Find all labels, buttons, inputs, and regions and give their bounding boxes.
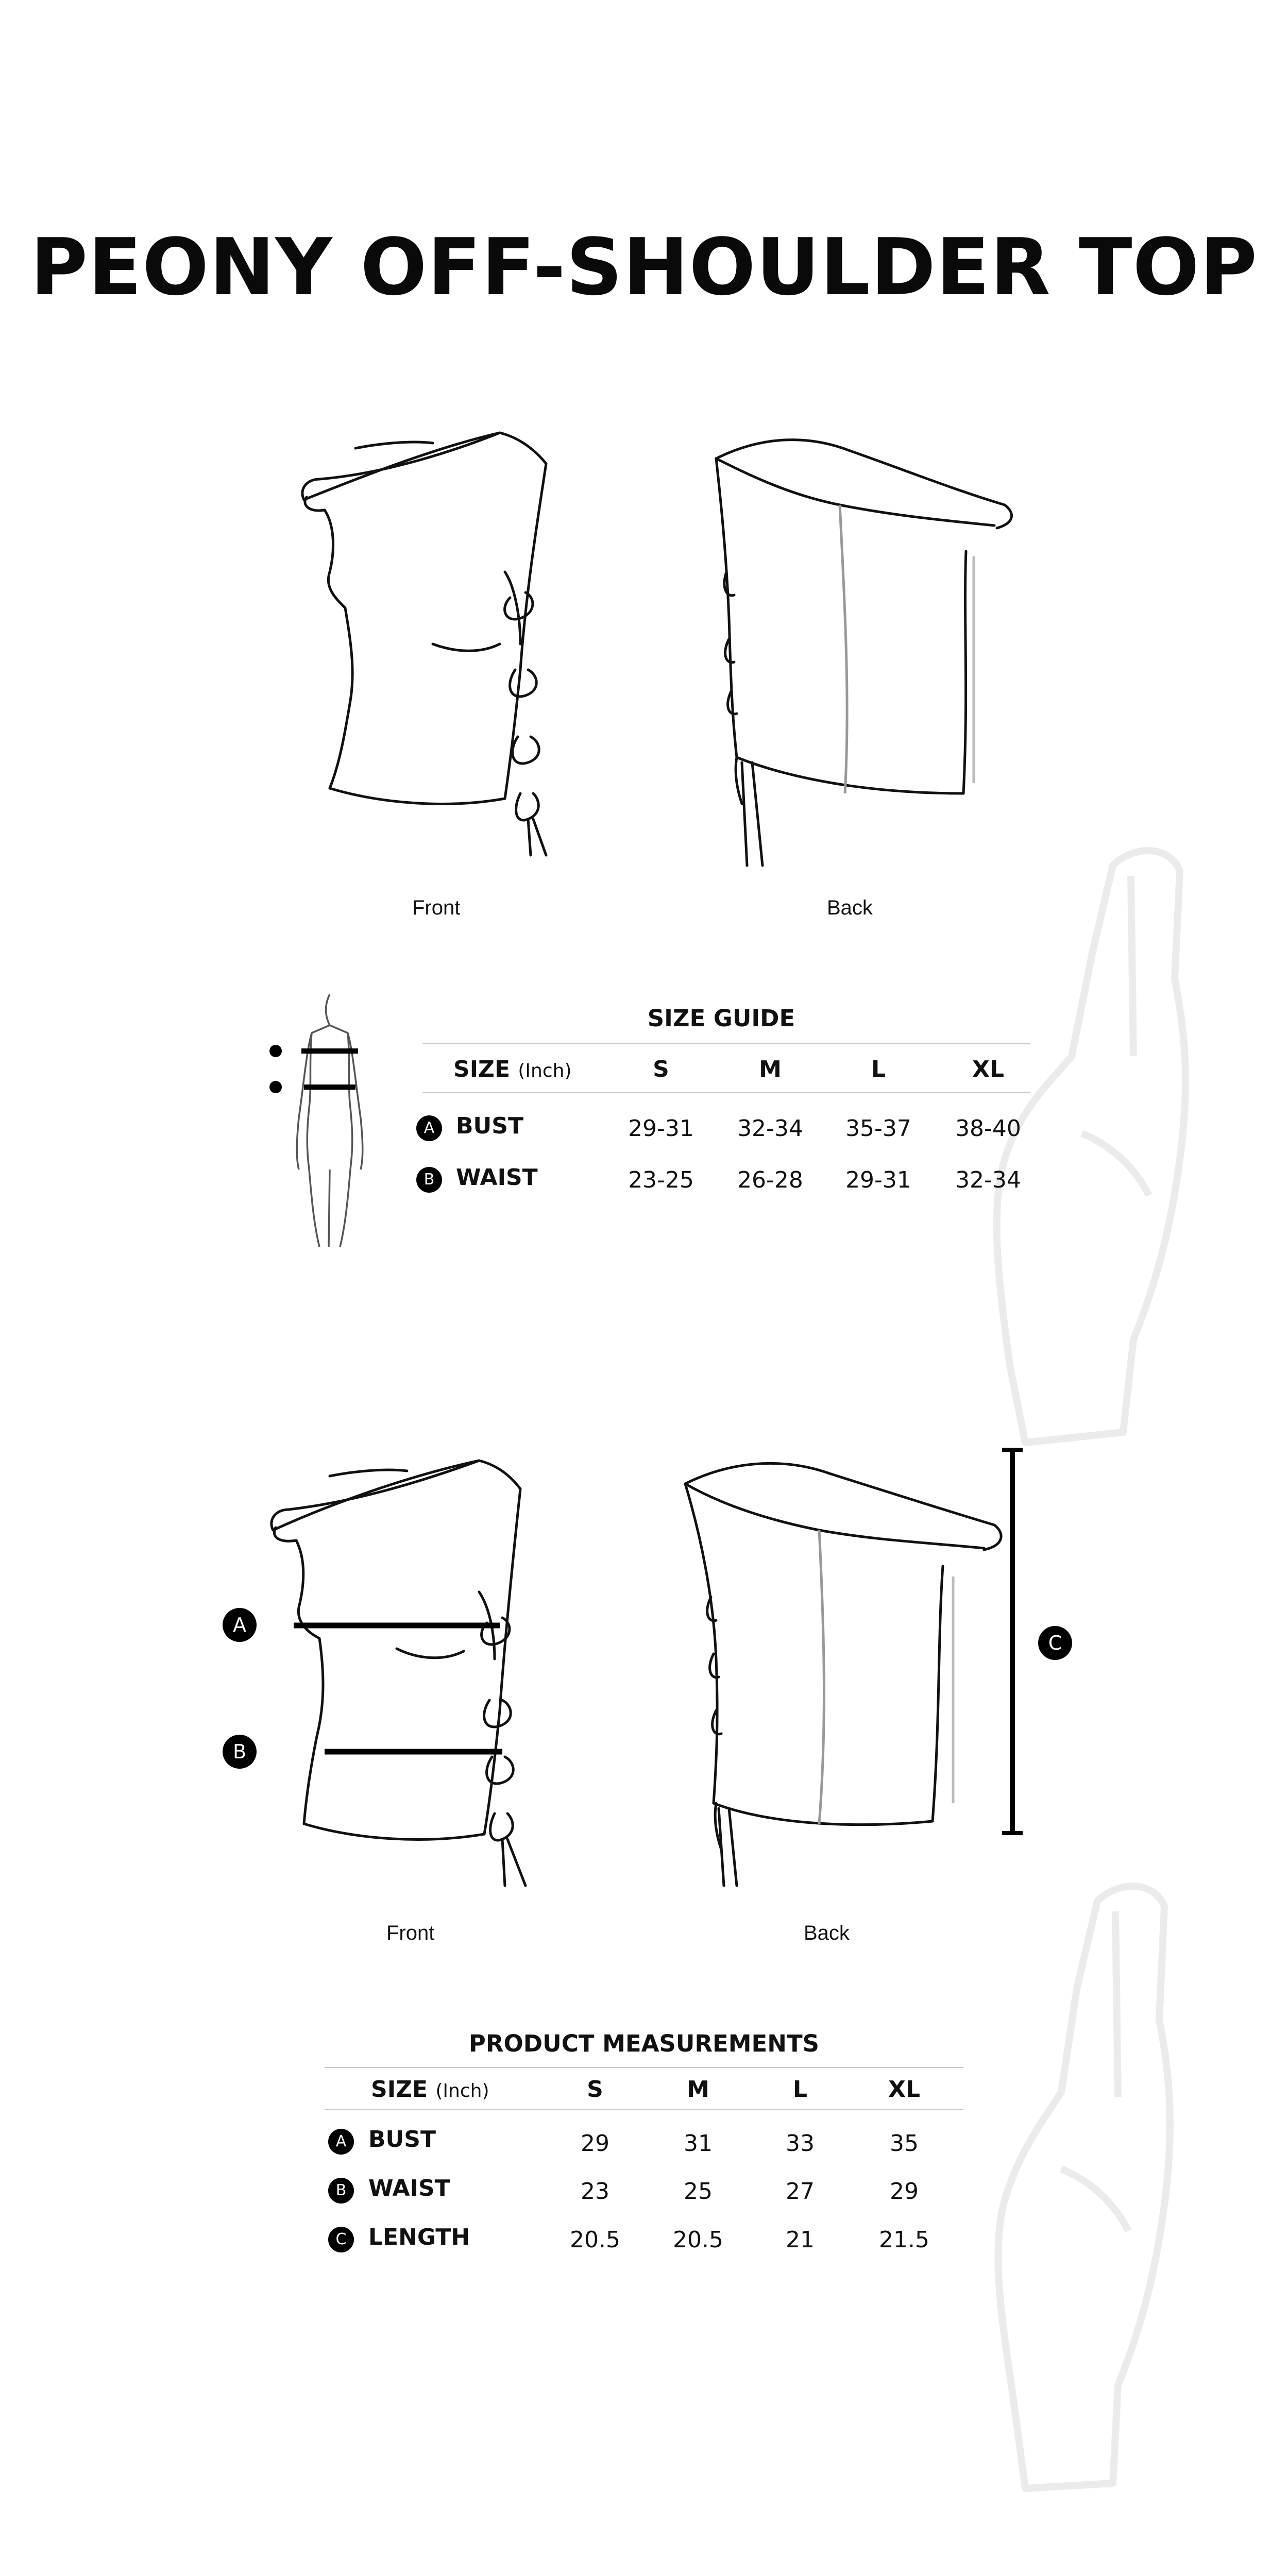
length-measure-line [997,1448,1028,1839]
product-measurements-title: PRODUCT MEASUREMENTS [468,2030,820,2057]
size-guide-col-m: M [759,1056,782,1082]
size-guide-header-rule [422,1092,1030,1093]
product-measurements-bust-s: 29 [581,2130,609,2157]
product-measurements-header-rule [325,2109,963,2110]
page-title: PEONY OFF-SHOULDER TOP [30,222,1258,313]
product-measurements-marker-c: C [328,2227,354,2252]
back-sketch-top [685,402,1046,866]
front-caption-top: Front [412,896,461,919]
product-measurements-waist-xl: 29 [890,2178,919,2205]
size-guide-waist-s: 23-25 [628,1167,694,1193]
product-measurements-length-s: 20.5 [570,2227,620,2253]
back-caption-measured: Back [804,1922,850,1944]
product-measurements-row-label-bust: BUST [368,2126,436,2153]
measure-marker-c: C [1038,1626,1072,1660]
size-guide-bust-xl: 38-40 [955,1115,1021,1142]
product-measurements-size-header [371,2076,489,2103]
product-measurements-col-l: L [792,2076,808,2103]
size-guide-marker-a: A [416,1115,442,1141]
size-guide-bust-m: 32-34 [737,1115,803,1142]
product-measurements-bust-xl: 35 [890,2130,919,2157]
product-measurements-col-xl: XL [888,2076,920,2103]
size-guide-waist-l: 29-31 [845,1167,911,1193]
size-guide-row-label-bust: BUST [456,1113,523,1139]
product-measurements-marker-b: B [328,2178,354,2204]
product-measurements-waist-m: 25 [684,2178,713,2205]
size-guide-col-l: L [871,1056,886,1082]
product-measurements-unit: (Inch) [435,2080,489,2102]
product-measurements-bust-l: 33 [786,2130,815,2157]
product-measurements-bust-m: 31 [684,2130,713,2157]
product-measurements-waist-s: 23 [581,2178,609,2205]
size-guide-size-header [453,1056,572,1082]
product-measurements-length-m: 20.5 [673,2227,723,2253]
size-guide-waist-m: 26-28 [737,1167,803,1193]
product-measurements-top-rule [325,2067,963,2068]
product-measurements-size-label: SIZE [371,2076,428,2103]
size-guide-title: SIZE GUIDE [647,1005,795,1032]
front-sketch-measured [252,1432,613,1896]
front-sketch-top [278,402,639,866]
size-guide-top-rule [422,1043,1030,1044]
size-guide-marker-b: B [416,1167,442,1193]
size-guide-unit: (Inch) [518,1060,572,1081]
product-measurements-marker-a: A [328,2129,354,2155]
product-measurements-waist-l: 27 [786,2178,815,2205]
measure-marker-a: A [223,1608,257,1642]
product-measurements-col-s: S [587,2076,603,2103]
product-measurements-length-l: 21 [786,2227,815,2253]
front-caption-measured: Front [386,1922,435,1944]
back-sketch-measured [665,1432,1025,1896]
size-guide-bust-l: 35-37 [845,1115,911,1142]
product-measurements-row-label-waist: WAIST [368,2175,450,2201]
size-guide-col-s: S [653,1056,669,1082]
size-guide-row-label-waist: WAIST [456,1164,538,1191]
product-measurements-length-xl: 21.5 [879,2227,929,2253]
measure-marker-b: B [223,1735,257,1769]
product-measurements-row-label-length: LENGTH [368,2224,470,2250]
product-measurements-col-m: M [687,2076,709,2103]
size-guide-bust-s: 29-31 [628,1115,694,1142]
size-guide-size-label: SIZE [453,1056,511,1082]
size-guide-waist-xl: 32-34 [955,1167,1021,1193]
back-caption-top: Back [827,896,873,919]
size-guide-col-xl: XL [972,1056,1004,1082]
mannequin-figure [268,984,402,1252]
